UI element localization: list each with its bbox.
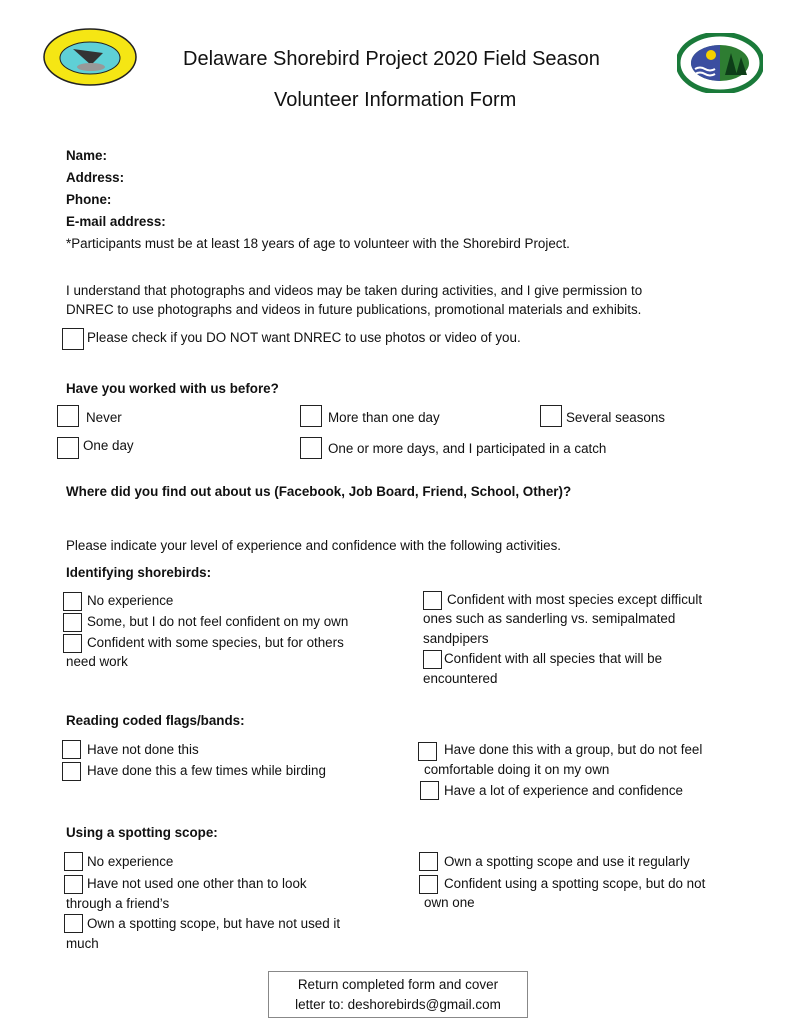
photo-consent-text: I understand that photographs and videos may be taken during activities, and I give permission to [66,283,643,298]
option-label: Have a lot of experience and confidence [444,783,683,798]
flags-not-done-checkbox[interactable] [62,740,81,759]
identifying-some-checkbox[interactable] [63,613,82,632]
option-label: Own a spotting scope and use it regularly [444,854,690,869]
option-label: No experience [87,854,174,869]
worked-catch-label: One or more days, and I participated in a catch [328,441,607,456]
phone-label: Phone: [66,192,112,207]
flags-experienced-checkbox[interactable] [420,781,439,800]
flags-group-checkbox[interactable] [418,742,437,761]
photo-optout-label: Please check if you DO NOT want DNREC to use photos or video of you. [87,330,521,345]
address-label: Address: [66,170,125,185]
option-label: Have done this a few times while birding [87,763,326,778]
option-label: Confident with most species except difficult [447,592,703,607]
worked-more-than-one-day-label: More than one day [328,410,440,425]
worked-several-seasons-checkbox[interactable] [540,405,562,427]
identifying-heading: Identifying shorebirds: [66,565,212,580]
option-label: own one [424,895,475,910]
option-label: No experience [87,593,174,608]
option-label: Own a spotting scope, but have not used it [87,916,341,931]
worked-never-label: Never [86,410,122,425]
return-email-line: letter to: deshorebirds@gmail.com [295,997,501,1012]
worked-one-day-checkbox[interactable] [57,437,79,459]
identifying-confident-some-checkbox[interactable] [63,634,82,653]
option-label: encountered [423,671,498,686]
worked-question: Have you worked with us before? [66,381,279,396]
experience-intro: Please indicate your level of experience and confidence with the following activities. [66,538,561,553]
photo-consent-text: DNREC to use photographs and videos in future publications, promotional materials and exhibits. [66,302,642,317]
scope-confident-checkbox[interactable] [419,875,438,894]
scope-heading: Using a spotting scope: [66,825,218,840]
worked-more-than-one-day-checkbox[interactable] [300,405,322,427]
option-label: Some, but I do not feel confident on my own [87,614,349,629]
scope-own-regularly-checkbox[interactable] [419,852,438,871]
worked-catch-checkbox[interactable] [300,437,322,459]
option-label: Confident with all species that will be [444,651,663,666]
option-label: Have done this with a group, but do not feel [444,742,703,757]
delaware-fish-wildlife-logo [43,27,137,87]
flags-heading: Reading coded flags/bands: [66,713,245,728]
form-subtitle: Volunteer Information Form [274,89,517,111]
flags-few-times-checkbox[interactable] [62,762,81,781]
form-title: Delaware Shorebird Project 2020 Field Season [183,48,600,70]
option-label: Have not done this [87,742,199,757]
option-label: ones such as sanderling vs. semipalmated [423,611,676,626]
worked-several-seasons-label: Several seasons [566,410,665,425]
return-instructions-box [268,971,528,1018]
dnrec-logo [677,33,763,93]
identifying-confident-most-checkbox[interactable] [423,591,442,610]
scope-no-experience-checkbox[interactable] [64,852,83,871]
find-question: Where did you find out about us (Facebook, Job Board, Friend, School, Other)? [66,484,572,499]
scope-friends-checkbox[interactable] [64,875,83,894]
email-label: E-mail address: [66,214,166,229]
option-label: Have not used one other than to look [87,876,307,891]
worked-one-day-label: One day [83,438,134,453]
option-label: much [66,936,99,951]
worked-never-checkbox[interactable] [57,405,79,427]
option-label: Confident using a spotting scope, but do not [444,876,706,891]
identifying-confident-all-checkbox[interactable] [423,650,442,669]
photo-optout-checkbox[interactable] [62,328,84,350]
return-line: Return completed form and cover [297,977,499,992]
option-label: through a friend’s [66,896,170,911]
option-label: need work [66,654,128,669]
age-note: *Participants must be at least 18 years of age to volunteer with the Shorebird Project. [66,236,570,251]
scope-own-unused-checkbox[interactable] [64,914,83,933]
option-label: sandpipers [423,631,489,646]
option-label: Confident with some species, but for others [87,635,344,650]
option-label: comfortable doing it on my own [424,762,610,777]
identifying-no-experience-checkbox[interactable] [63,592,82,611]
name-label: Name: [66,148,107,163]
